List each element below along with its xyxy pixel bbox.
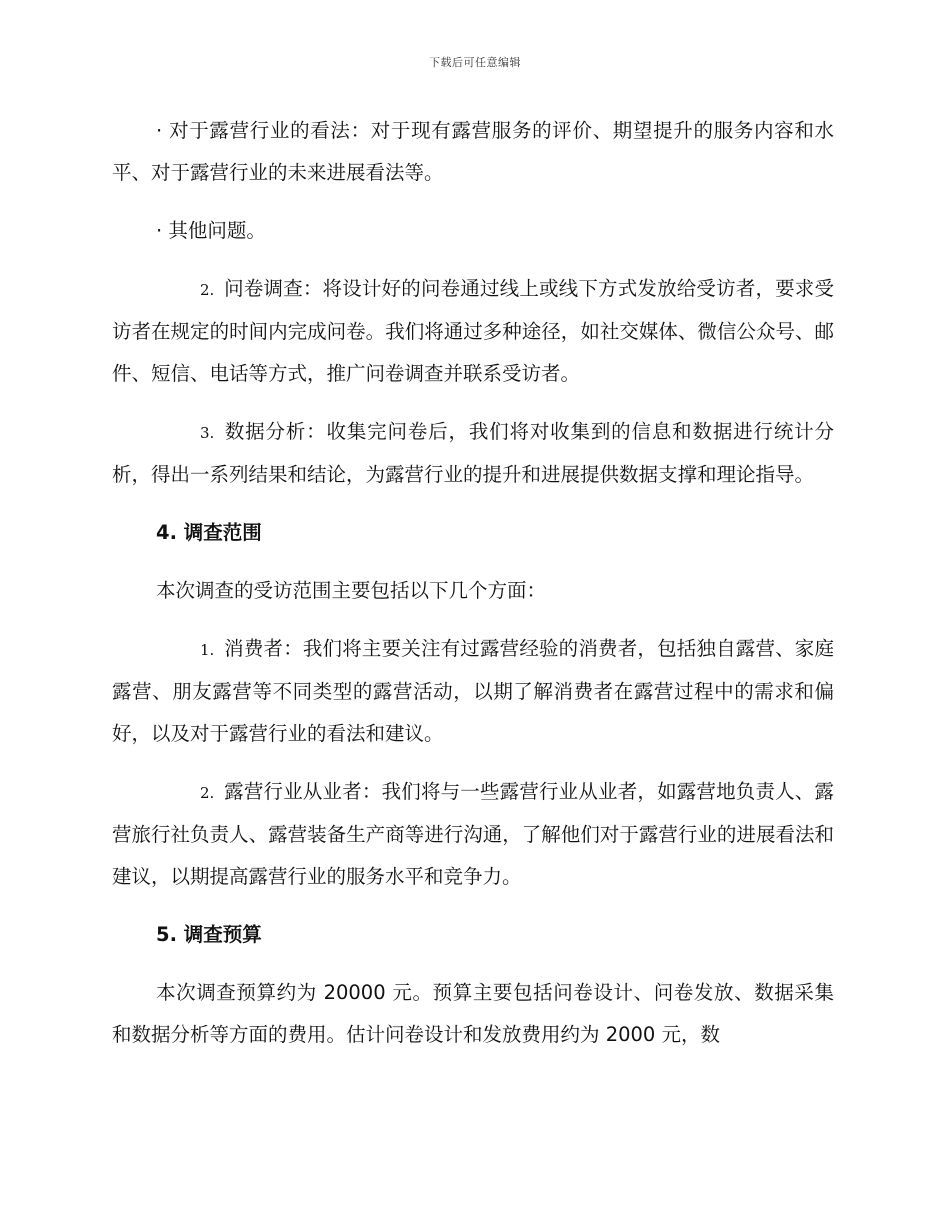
- page-header: 下载后可任意编辑: [429, 56, 521, 69]
- list-number: 2.: [200, 281, 215, 299]
- list-item-consumers: [112, 628, 834, 755]
- document-body: [112, 110, 834, 1072]
- paragraph-budget: 本次调查预算约为 20000 元。预算主要包括问卷设计、问卷发放、数据采集和数据分析等方面的费用。估计问卷设计和发放费用约为 2000 元，数: [112, 981, 834, 1046]
- list-item-text: 问卷调查：将设计好的问卷通过线上或线下方式发放给受访者，要求受访者在规定的时间内完成问卷。我们将通过多种途径，如社交媒体、微信公众号、邮件、短信、电话等方式，推广问卷调查并联系受访者。: [112, 277, 834, 385]
- list-item-practitioners: [112, 771, 834, 898]
- paragraph-other-questions: · 其他问题。: [156, 219, 266, 242]
- list-item-data-analysis: [112, 411, 834, 496]
- paragraph-industry-views: · 对于露营行业的看法：对于现有露营服务的评价、期望提升的服务内容和水平、对于露营行业的未来进展看法等。: [112, 119, 834, 184]
- list-item-text: 数据分析：收集完问卷后，我们将对收集到的信息和数据进行统计分析，得出一系列结果和结论，为露营行业的提升和进展提供数据支撑和理论指导。: [112, 420, 834, 486]
- list-item-text: 露营行业从业者：我们将与一些露营行业从业者，如露营地负责人、露营旅行社负责人、露营装备生产商等进行沟通，了解他们对于露营行业的进展看法和建议，以期提高露营行业的服务水平和竞争力。: [112, 780, 834, 888]
- section-heading-budget: 5. 调查预算: [156, 923, 262, 946]
- paragraph-scope-intro: 本次调查的受访范围主要包括以下几个方面：: [156, 579, 547, 602]
- list-number: 1.: [200, 641, 215, 659]
- list-number: 2.: [200, 784, 215, 802]
- list-number: 3.: [200, 424, 215, 442]
- list-item-text: 消费者：我们将主要关注有过露营经验的消费者，包括独自露营、家庭露营、朋友露营等不同类型的露营活动，以期了解消费者在露营过程中的需求和偏好，以及对于露营行业的看法和建议。: [112, 637, 834, 745]
- list-item-questionnaire: [112, 268, 834, 395]
- section-heading-scope: 4. 调查范围: [156, 521, 262, 544]
